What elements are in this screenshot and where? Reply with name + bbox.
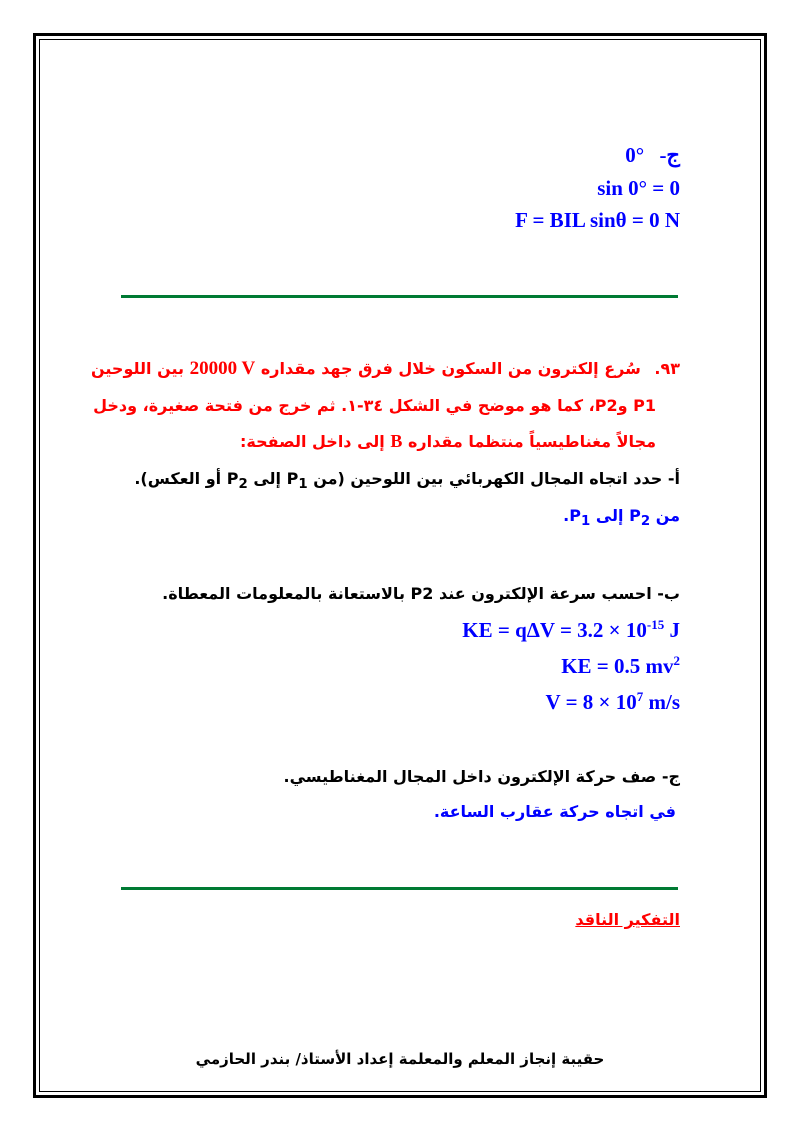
page-footer: حقيبة إنجاز المعلم والمعلمة إعداد الأستاذ/ بندر الحازمي xyxy=(195,1050,605,1068)
part-b-equation-1: KE = $q\Delta V = 3.2 \times 10^{-15}$ J xyxy=(462,617,680,642)
divider-top xyxy=(121,295,678,298)
question-line-1: ٩٣. سُرع إلكترون من السكون خلال فرق جهد مقداره 20000 V بين اللوحين xyxy=(90,358,680,379)
prev-answer-force: F = BIL sinθ = 0 N xyxy=(515,208,680,232)
prev-answer-sin: sin 0° = 0 xyxy=(597,176,680,200)
part-b-equation-2: KE = 0.5 $mv^2$ xyxy=(561,653,680,678)
voltage-value: 20000 V xyxy=(189,358,256,379)
question-line-3: مجالاً مغناطيسياً منتظما مقداره B إلى داخل الصفحة: xyxy=(240,431,656,451)
divider-bottom xyxy=(121,887,678,890)
page-content xyxy=(60,0,680,1131)
part-c-answer: في اتجاه حركة عقارب الساعة. xyxy=(433,802,676,821)
question-line-2: P1 وP2، كما هو موضح في الشكل ٣٤-١. ثم خرج من فتحة صغيرة، ودخل xyxy=(93,396,656,415)
part-c-prompt: ج- صف حركة الإلكترون داخل المجال المغناطيسي. xyxy=(283,767,680,786)
part-a-answer: من $P_2$ إلى $P_1$. xyxy=(563,506,680,530)
part-a-prompt: أ- حدد اتجاه المجال الكهربائي بين اللوحين (من $P_1$ إلى $P_2$ أو العكس). xyxy=(134,469,680,493)
critical-thinking-heading: التفكير الناقد xyxy=(575,910,680,929)
option-value: 0° xyxy=(625,143,645,167)
option-label: ج- xyxy=(659,143,680,167)
field-symbol: B xyxy=(390,431,403,451)
question-number: ٩٣. xyxy=(654,359,680,378)
prev-answer-option xyxy=(625,143,680,168)
part-b-equation-3: $V = 8 \times 10^7$ m/s xyxy=(545,689,680,714)
part-b-prompt: ب- احسب سرعة الإلكترون عند P2 بالاستعانة بالمعلومات المعطاة. xyxy=(162,584,680,603)
